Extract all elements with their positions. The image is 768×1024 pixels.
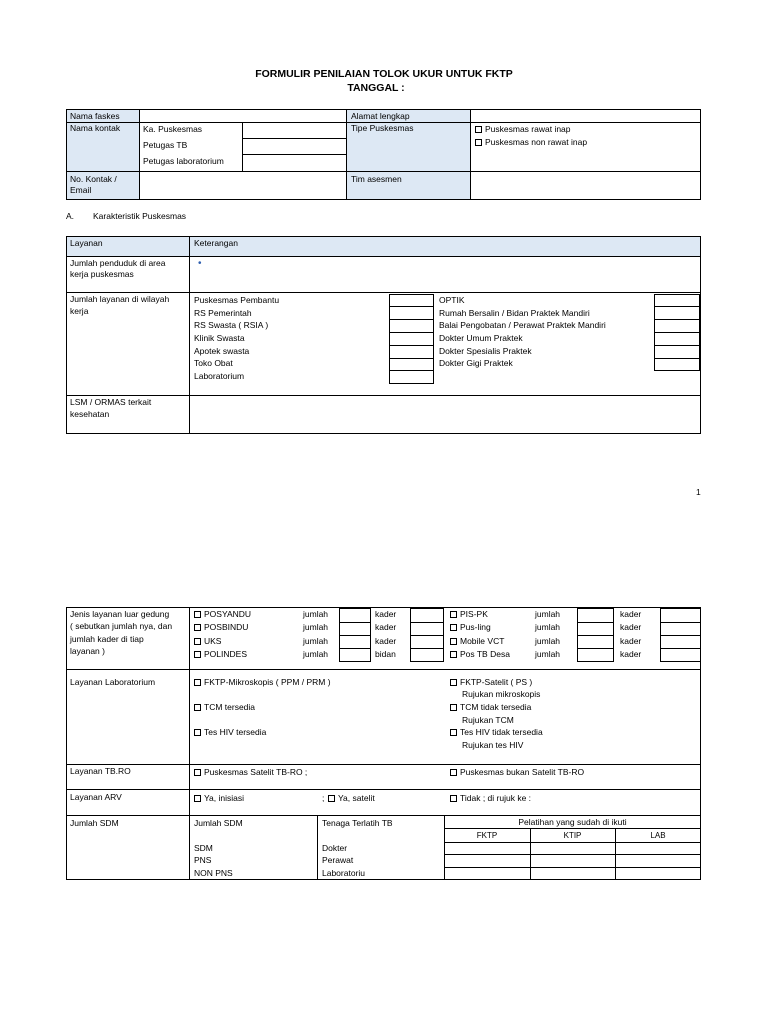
nama-kontak-label: Nama kontak: [70, 123, 121, 133]
service-item: Dokter Gigi Praktek: [439, 358, 513, 368]
service-option[interactable]: PIS-PK: [450, 609, 488, 620]
service-item: Dokter Umum Praktek: [439, 333, 523, 343]
tipe-puskesmas-label: Tipe Puskesmas: [351, 123, 414, 133]
jumlah-label: jumlah: [535, 609, 561, 619]
jumlah-field[interactable]: [339, 608, 371, 623]
service-option[interactable]: POSBINDU: [194, 622, 248, 633]
count-field[interactable]: [654, 332, 700, 346]
kader-label: kader: [375, 622, 397, 632]
jumlah-label: jumlah: [303, 649, 329, 659]
luar-gedung-label: layanan ): [70, 646, 105, 656]
checkbox-icon[interactable]: [450, 611, 457, 618]
jumlah-field[interactable]: [339, 648, 371, 662]
checkbox-icon[interactable]: [194, 704, 201, 711]
kader-label: kader: [620, 649, 642, 659]
kader-field[interactable]: [660, 622, 701, 636]
section-a-number: A.: [66, 211, 75, 221]
layanan-wilayah-label: Jumlah layanan di wilayah: [70, 294, 170, 304]
form-title: FORMULIR PENILAIAN TOLOK UKUR UNTUK FKTP: [255, 68, 513, 80]
checkbox-icon[interactable]: [194, 624, 201, 631]
penduduk-label-2: kerja puskesmas: [70, 269, 134, 279]
service-option[interactable]: Pos TB Desa: [450, 649, 510, 660]
tbro-option[interactable]: Puskesmas bukan Satelit TB-RO: [450, 767, 584, 778]
lab-option[interactable]: Tes HIV tidak tersedia: [450, 727, 543, 738]
lab-option[interactable]: FKTP-Satelit ( PS ): [450, 677, 532, 688]
service-option[interactable]: Mobile VCT: [450, 636, 504, 647]
bidan-label: bidan: [375, 649, 396, 659]
kader-field[interactable]: [660, 648, 701, 662]
jumlah-label: jumlah: [303, 609, 329, 619]
date-label: TANGGAL :: [347, 82, 405, 94]
no-kontak-label: No. Kontak /: [70, 174, 117, 184]
sdm-col-header: Jumlah SDM: [194, 818, 243, 828]
arv-option[interactable]: Ya, satelit: [328, 793, 375, 804]
checkbox-icon[interactable]: [450, 679, 457, 686]
section-a-title: Karakteristik Puskesmas: [93, 211, 187, 221]
count-field[interactable]: [389, 319, 434, 333]
count-field[interactable]: [389, 370, 434, 384]
lab-option[interactable]: FKTP-Mikroskopis ( PPM / PRM ): [194, 677, 331, 688]
petugas-lab-label: Petugas laboratorium: [143, 156, 224, 166]
pelatihan-header: Pelatihan yang sudah di ikuti: [518, 817, 627, 827]
lab-sub-label: Rujukan TCM: [462, 715, 514, 725]
service-item: Apotek swasta: [194, 346, 250, 356]
service-item: Dokter Spesialis Praktek: [439, 346, 532, 356]
arv-option[interactable]: Tidak ; di rujuk ke :: [450, 793, 531, 804]
sdm-item: PNS: [194, 855, 212, 865]
jumlah-label: jumlah: [303, 636, 329, 646]
checkbox-icon[interactable]: [328, 795, 335, 802]
count-field[interactable]: [654, 358, 700, 371]
tbro-label: Layanan TB.RO: [70, 766, 131, 776]
lab-sub-label: Rujukan tes HIV: [462, 740, 524, 750]
checkbox-icon[interactable]: [450, 624, 457, 631]
service-option[interactable]: POLINDES: [194, 649, 247, 660]
checkbox-icon[interactable]: [450, 638, 457, 645]
service-item: OPTIK: [439, 295, 465, 305]
lab-label: Layanan Laboratorium: [70, 677, 156, 687]
sub-header-lab: LAB: [650, 831, 666, 840]
count-field[interactable]: [654, 345, 700, 359]
count-field[interactable]: [654, 306, 700, 320]
lab-option[interactable]: Tes HIV tersedia: [194, 727, 266, 738]
bullet-icon: •: [198, 258, 202, 269]
header-layanan: Layanan: [70, 238, 103, 248]
jumlah-field[interactable]: [339, 622, 371, 636]
kader-label: kader: [620, 622, 642, 632]
luar-gedung-label: ( sebutkan jumlah nya, dan: [70, 621, 173, 631]
sub-header-ktip: KTIP: [563, 831, 582, 840]
kader-label: kader: [375, 636, 397, 646]
jumlah-label: jumlah: [303, 622, 329, 632]
layanan-wilayah-label-2: kerja: [70, 306, 89, 316]
kader-field[interactable]: [410, 648, 444, 662]
service-item: Rumah Bersalin / Bidan Praktek Mandiri: [439, 308, 590, 318]
jumlah-label: jumlah: [535, 649, 561, 659]
checkbox-icon[interactable]: [450, 729, 457, 736]
luar-gedung-label: jumlah kader di tiap: [70, 634, 144, 644]
service-item: Toko Obat: [194, 358, 233, 368]
jumlah-label: jumlah: [535, 636, 561, 646]
jumlah-field[interactable]: [577, 622, 614, 636]
arv-option[interactable]: Ya, inisiasi: [194, 793, 244, 804]
count-field[interactable]: [389, 306, 434, 320]
nama-faskes-label: Nama faskes: [70, 111, 120, 121]
tenaga-item: Laboratoriu: [322, 868, 366, 878]
checkbox-icon[interactable]: [194, 769, 201, 776]
kader-field[interactable]: [410, 635, 444, 649]
kader-field[interactable]: [410, 608, 444, 623]
tim-asesmen-label: Tim asesmen: [351, 174, 402, 184]
checkbox-icon[interactable]: [450, 651, 457, 658]
checkbox-icon[interactable]: [194, 729, 201, 736]
count-field[interactable]: [389, 332, 434, 346]
kader-label: kader: [620, 636, 642, 646]
kader-field[interactable]: [660, 635, 701, 649]
tipe-rawat-inap-option[interactable]: Puskesmas rawat inap: [475, 124, 571, 135]
checkbox-icon[interactable]: [194, 679, 201, 686]
jumlah-label: jumlah: [535, 622, 561, 632]
sdm-label: Jumlah SDM: [70, 818, 119, 828]
kader-field[interactable]: [660, 608, 701, 623]
service-option[interactable]: Pus-ling: [450, 622, 491, 633]
service-item: Klinik Swasta: [194, 333, 245, 343]
service-item: RS Swasta ( RSIA ): [194, 320, 269, 330]
service-option[interactable]: UKS: [194, 636, 221, 647]
arv-separator: ;: [322, 793, 325, 803]
luar-gedung-label: Jenis layanan luar gedung: [70, 609, 170, 619]
email-label: Email: [70, 185, 92, 195]
checkbox-icon[interactable]: [475, 126, 482, 133]
header-keterangan: Keterangan: [194, 238, 238, 248]
tenaga-header: Tenaga Terlatih TB: [322, 818, 393, 828]
tenaga-item: Perawat: [322, 855, 354, 865]
kader-field[interactable]: [410, 622, 444, 636]
tipe-non-rawat-inap-option[interactable]: Puskesmas non rawat inap: [475, 137, 587, 148]
tenaga-item: Dokter: [322, 843, 348, 853]
service-item: Laboratorium: [194, 371, 245, 381]
sdm-item: SDM: [194, 843, 213, 853]
checkbox-icon[interactable]: [194, 651, 201, 658]
checkbox-icon[interactable]: [450, 795, 457, 802]
kader-label: kader: [375, 609, 397, 619]
petugas-tb-label: Petugas TB: [143, 140, 188, 150]
kader-label: kader: [620, 609, 642, 619]
sdm-item: NON PNS: [194, 868, 233, 878]
checkbox-icon[interactable]: [475, 139, 482, 146]
arv-label: Layanan ARV: [70, 792, 122, 802]
page-number: 1: [696, 487, 701, 497]
checkbox-icon[interactable]: [194, 795, 201, 802]
tbro-option[interactable]: Puskesmas Satelit TB-RO ;: [194, 767, 307, 778]
checkbox-icon[interactable]: [450, 769, 457, 776]
checkbox-icon[interactable]: [450, 704, 457, 711]
lab-option[interactable]: TCM tersedia: [194, 702, 255, 713]
count-field[interactable]: [654, 319, 700, 333]
checkbox-icon[interactable]: [194, 638, 201, 645]
service-item: RS Pemerintah: [194, 308, 252, 318]
ka-puskesmas-label: Ka. Puskesmas: [143, 124, 203, 134]
jumlah-field[interactable]: [577, 635, 614, 649]
alamat-label: Alamat lengkap: [351, 111, 410, 121]
service-item: Balai Pengobatan / Perawat Praktek Mandiri: [439, 320, 606, 330]
jumlah-field[interactable]: [577, 648, 614, 662]
penduduk-label: Jumlah penduduk di area: [70, 258, 166, 268]
lsm-label-2: kesehatan: [70, 409, 110, 419]
jumlah-field[interactable]: [577, 608, 614, 623]
count-field[interactable]: [389, 345, 434, 359]
checkbox-icon[interactable]: [194, 611, 201, 618]
lab-sub-label: Rujukan mikroskopis: [462, 689, 541, 699]
jumlah-field[interactable]: [339, 635, 371, 649]
lsm-label: LSM / ORMAS terkait: [70, 397, 152, 407]
lab-option[interactable]: TCM tidak tersedia: [450, 702, 531, 713]
sub-header-fktp: FKTP: [476, 831, 498, 840]
service-option[interactable]: POSYANDU: [194, 609, 251, 620]
service-item: Puskesmas Pembantu: [194, 295, 280, 305]
